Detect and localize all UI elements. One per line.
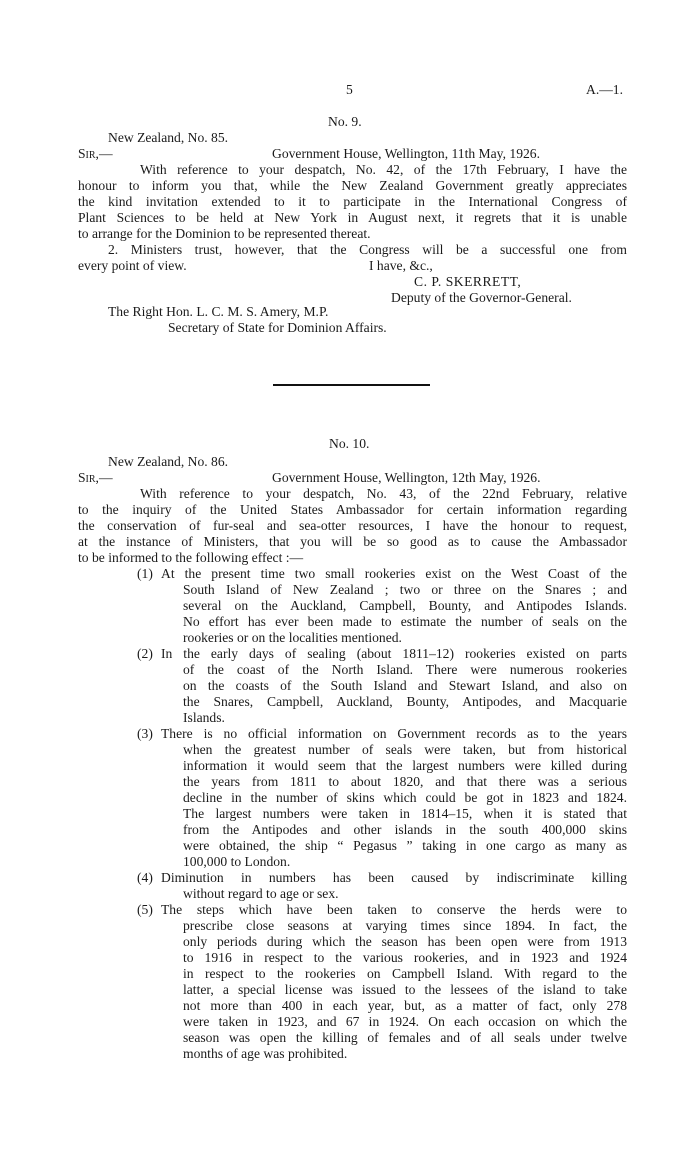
item-line: when the greatest number of seals were taken, but from historical [183,742,627,757]
item-line: from the Antipodes and other islands in the south 400,000 skins [183,822,627,837]
letter-origin: New Zealand, No. 85. [108,130,229,145]
recipient: The Right Hon. L. C. M. S. Amery, M.P. [108,304,329,319]
item-number: (3) [137,726,153,741]
item-line: South Island of New Zealand ; two or three on the Snares ; and [183,582,627,597]
item-number: (5) [137,902,153,917]
letter-heading: No. 9. [328,114,362,129]
item-line: were taken in 1923, and 67 in 1924. On each occasion on which the [183,1014,627,1029]
item-line: without regard to age or sex. [183,886,339,901]
section-divider [273,384,430,386]
closing: I have, &c., [369,258,433,273]
item-line: the years from 1811 to about 1820, and that there was a serious [183,774,627,789]
item-line: rookeries or on the localities mentioned. [183,630,402,645]
item-line: At the present time two small rookeries exist on the West Coast of the [161,566,627,581]
address-date: Government House, Wellington, 12th May, 1926. [272,470,541,485]
page-number: 5 [346,82,353,97]
signature-title: Deputy of the Governor-General. [391,290,572,305]
item-line: to 1916 in respect to the various rookeries, and in 1923 and 1924 [183,950,627,965]
item-line: 100,000 to London. [183,854,291,869]
signature: C. P. SKERRETT, [414,274,522,289]
body-line: the kind invitation extended to it to participate in the International Congress of [78,194,627,209]
item-line: No effort has ever been made to estimate the number of seals on the [183,614,627,629]
item-line: of the coast of the North Island. There were numerous rookeries [183,662,627,677]
item-line: In the early days of sealing (about 1811–12) rookeries existed on parts [161,646,627,661]
item-line: only periods during which the season has been open were from 1913 [183,934,627,949]
document-reference: A.—1. [586,82,624,97]
item-line: information it would seem that the largest numbers were killed during [183,758,627,773]
item-line: not more than 400 in each year, but, as a matter of fact, only 278 [183,998,627,1013]
recipient-title: Secretary of State for Dominion Affairs. [168,320,387,335]
salutation: Sir,— [78,146,113,161]
item-line: decline in the number of skins which could be got in 1823 and 1824. [183,790,627,805]
body-line: With reference to your despatch, No. 42, of the 17th February, I have the [140,162,627,177]
body-line: every point of view. [78,258,187,273]
body-line: 2. Ministers trust, however, that the Congress will be a successful one from [108,242,627,257]
item-line: latter, a special license was issued to the lessees of the island to take [183,982,627,997]
letter-heading: No. 10. [329,436,370,451]
body-line: With reference to your despatch, No. 43, of the 22nd February, relative [140,486,627,501]
address-date: Government House, Wellington, 11th May, 1926. [272,146,540,161]
item-line: season was open the killing of females and of all seals under twelve [183,1030,627,1045]
item-line: There is no official information on Government records as to the years [161,726,627,741]
item-line: on the coasts of the South Island and Stewart Island, and also on [183,678,627,693]
item-line: months of age was prohibited. [183,1046,348,1061]
item-line: Diminution in numbers has been caused by indiscriminate killing [161,870,627,885]
body-line: at the instance of Ministers, that you will be so good as to cause the Ambassador [78,534,627,549]
salutation: Sir,— [78,470,113,485]
body-line: to the inquiry of the United States Ambassador for certain information regarding [78,502,627,517]
item-line: were obtained, the ship “ Pegasus ” taking in one cargo as many as [183,838,627,853]
item-line: prescribe close seasons at varying times since 1894. In fact, the [183,918,627,933]
item-number: (1) [137,566,153,581]
item-line: in respect to the rookeries on Campbell Island. With regard to the [183,966,627,981]
item-line: several on the Auckland, Campbell, Bounty, and Antipodes Islands. [183,598,627,613]
body-line: the conservation of fur-seal and sea-otter resources, I have the honour to request, [78,518,627,533]
item-line: The largest numbers were taken in 1814–15, when it is stated that [183,806,627,821]
item-number: (4) [137,870,153,885]
letter-origin: New Zealand, No. 86. [108,454,229,469]
body-line: to be informed to the following effect :— [78,550,304,565]
body-line: to arrange for the Dominion to be represented thereat. [78,226,371,241]
item-line: the Snares, Campbell, Auckland, Bounty, Antipodes, and Macquarie [183,694,627,709]
body-line: honour to inform you that, while the New Zealand Government greatly appreciates [78,178,627,193]
body-line: Plant Sciences to be held at New York in August next, it regrets that it is unable [78,210,627,225]
item-number: (2) [137,646,153,661]
item-line: The steps which have been taken to conserve the herds were to [161,902,627,917]
item-line: Islands. [183,710,225,725]
